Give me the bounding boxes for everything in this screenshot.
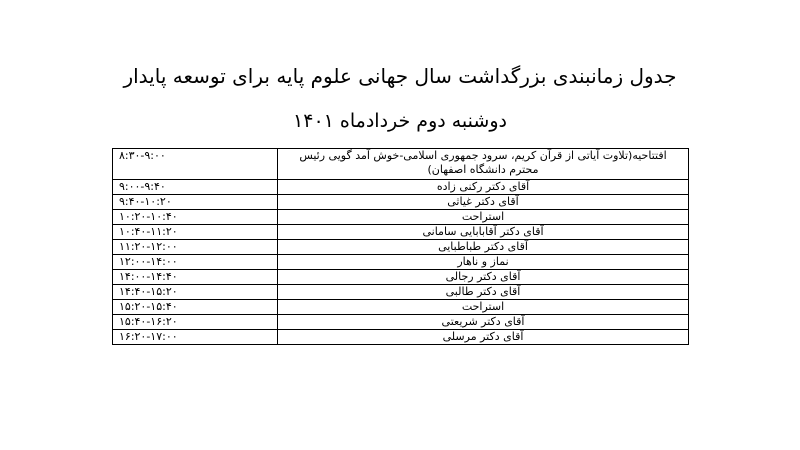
- table-row: [113, 255, 689, 270]
- time-cell: ۹:۰۰-۹:۴۰: [113, 180, 278, 195]
- document-title: جدول زمانبندی بزرگداشت سال جهانی علوم پایه برای توسعه پایدار: [123, 64, 677, 88]
- time-cell: ۱۴:۰۰-۱۴:۴۰: [113, 270, 278, 285]
- event-cell: استراحت: [278, 300, 689, 315]
- schedule-table: [112, 148, 689, 345]
- table-row: [113, 180, 689, 195]
- table-row: [113, 210, 689, 225]
- table-row: [113, 330, 689, 345]
- time-cell: ۸:۳۰-۹:۰۰: [113, 149, 278, 180]
- event-cell: آقای دکتر آقابابایی سامانی: [278, 225, 689, 240]
- table-row: [113, 240, 689, 255]
- table-row: [113, 149, 689, 180]
- table-row: [113, 300, 689, 315]
- time-cell: ۱۴:۴۰-۱۵:۲۰: [113, 285, 278, 300]
- event-cell: آقای دکتر طالبی: [278, 285, 689, 300]
- event-cell: افتتاحیه(تلاوت آیاتی از قرآن کریم، سرود جمهوری اسلامی-خوش آمد گویی رئیس محترم دانشگاه اصفهان): [278, 149, 689, 180]
- table-row: [113, 270, 689, 285]
- time-cell: ۱۱:۲۰-۱۲:۰۰: [113, 240, 278, 255]
- event-cell: استراحت: [278, 210, 689, 225]
- event-cell: نماز و ناهار: [278, 255, 689, 270]
- event-cell: آقای دکتر غیاثی: [278, 195, 689, 210]
- event-cell: آقای دکتر رجالی: [278, 270, 689, 285]
- time-cell: ۱۰:۴۰-۱۱:۲۰: [113, 225, 278, 240]
- table-row: [113, 225, 689, 240]
- time-cell: ۱۵:۴۰-۱۶:۲۰: [113, 315, 278, 330]
- event-cell: آقای دکتر شریعتی: [278, 315, 689, 330]
- table-row: [113, 315, 689, 330]
- event-cell: آقای دکتر مرسلی: [278, 330, 689, 345]
- table-row: [113, 285, 689, 300]
- document-subtitle: دوشنبه دوم خردادماه ۱۴۰۱: [293, 110, 507, 132]
- time-cell: ۱۰:۲۰-۱۰:۴۰: [113, 210, 278, 225]
- table-row: [113, 195, 689, 210]
- time-cell: ۱۲:۰۰-۱۴:۰۰: [113, 255, 278, 270]
- time-cell: ۹:۴۰-۱۰:۲۰: [113, 195, 278, 210]
- event-cell: آقای دکتر رکنی زاده: [278, 180, 689, 195]
- event-cell: آقای دکتر طباطبایی: [278, 240, 689, 255]
- time-cell: ۱۵:۲۰-۱۵:۴۰: [113, 300, 278, 315]
- time-cell: ۱۶:۲۰-۱۷:۰۰: [113, 330, 278, 345]
